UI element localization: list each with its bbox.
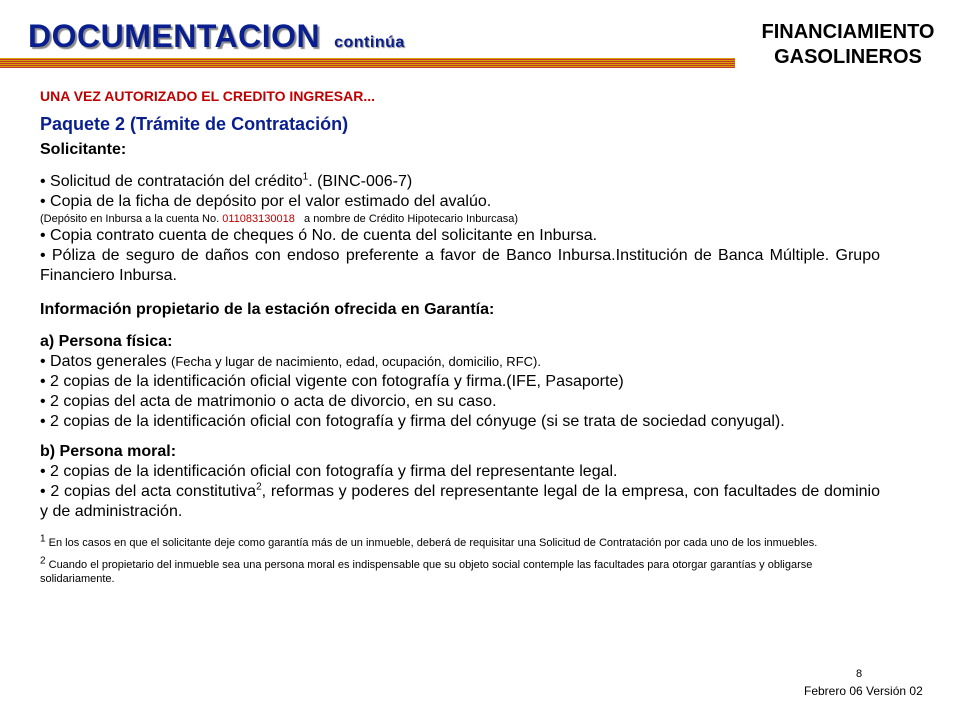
main-content [40, 86, 880, 594]
deposit-account: 011083130018 [222, 213, 295, 225]
solicitante-item2: • Copia de la ficha de depósito por el valor estimado del avalúo. [40, 193, 492, 210]
fisica-item1 [40, 352, 880, 372]
spacer [40, 432, 880, 442]
spacer [40, 522, 880, 536]
propietario-heading: Información propietario de la estación ofrecida en Garantía: [40, 301, 495, 318]
moral-item2-tail: , reformas y poderes del representante legal de la empresa, con facultades de dominio y de administración. [40, 483, 881, 520]
footnote-2-num: 2 [40, 555, 46, 567]
fisica-item2: • 2 copias de la identificación oficial vigente con fotografía y firma.(IFE, Pasaporte) [40, 373, 624, 390]
header-stripes [0, 58, 735, 68]
fisica-item1-small: (Fecha y lugar de nacimiento, edad, ocupación, domicilio, RFC). [171, 354, 541, 369]
deposit-prefix: (Depósito en Inbursa a la cuenta No. [40, 213, 220, 225]
deposit-note [40, 212, 880, 226]
version-label: Febrero 06 Versión 02 [804, 684, 923, 698]
moral-item2 [40, 482, 880, 522]
footnote-2 [40, 555, 880, 586]
moral-heading: b) Persona moral: [40, 443, 177, 460]
footnote-1-num: 1 [40, 533, 46, 545]
deposit-suffix: a nombre de Crédito Hipotecario Inburcasa) [304, 213, 519, 225]
solicitante-item3: • Copia contrato cuenta de cheques ó No. de cuenta del solicitante en Inbursa. [40, 227, 598, 244]
solicitante-heading: Solicitante: [40, 141, 127, 158]
header-title [28, 18, 405, 55]
header-subtitle: continúa [334, 34, 405, 51]
item1-text: • Solicitud de contratación del crédito [40, 173, 303, 190]
brand-line2: GASOLINEROS [774, 46, 922, 68]
header-title-text: DOCUMENTACION [28, 18, 321, 54]
item1-tail: . (BINC-006-7) [308, 173, 413, 190]
moral-item1: • 2 copias de la identificación oficial con fotografía y firma del representante legal. [40, 463, 618, 480]
footnote-2-text: Cuando el propietario del inmueble sea una persona moral es indispensable que su objeto social contemple las facultades para otorgar garantías y obligarse solidariamente. [40, 559, 813, 585]
paquete-title: Paquete 2 (Trámite de Contratación) [40, 114, 349, 134]
footnote-ref-2: 2 [256, 481, 262, 493]
brand-line1: FINANCIAMIENTO [761, 21, 935, 43]
intro-text: UNA VEZ AUTORIZADO EL CREDITO INGRESAR... [40, 88, 375, 104]
page-number: 8 [856, 668, 863, 680]
fisica-heading: a) Persona física: [40, 333, 173, 350]
footnote-ref-1: 1 [302, 171, 309, 183]
solicitante-item4: • Póliza de seguro de daños con endoso preferente a favor de Banco Inbursa.Institución de Banca Múltiple. Grupo Financiero Inbursa. [40, 247, 880, 284]
spacer [40, 286, 880, 300]
footnote-1 [40, 533, 880, 550]
fisica-item4: • 2 copias de la identificación oficial con fotografía y firma del cónyuge (si se trata de sociedad conyugal). [40, 413, 785, 430]
solicitante-item1 [40, 172, 880, 192]
fisica-item1-main: • Datos generales [40, 353, 167, 370]
footnote-1-text: En los casos en que el solicitante deje como garantía más de un inmueble, deberá de requisitar una Solicitud de Contratación por cada uno de los inmuebles. [48, 537, 818, 549]
brand [738, 20, 958, 70]
fisica-item3: • 2 copias del acta de matrimonio o acta de divorcio, en su caso. [40, 393, 497, 410]
moral-item2-text: • 2 copias del acta constitutiva [40, 483, 257, 500]
